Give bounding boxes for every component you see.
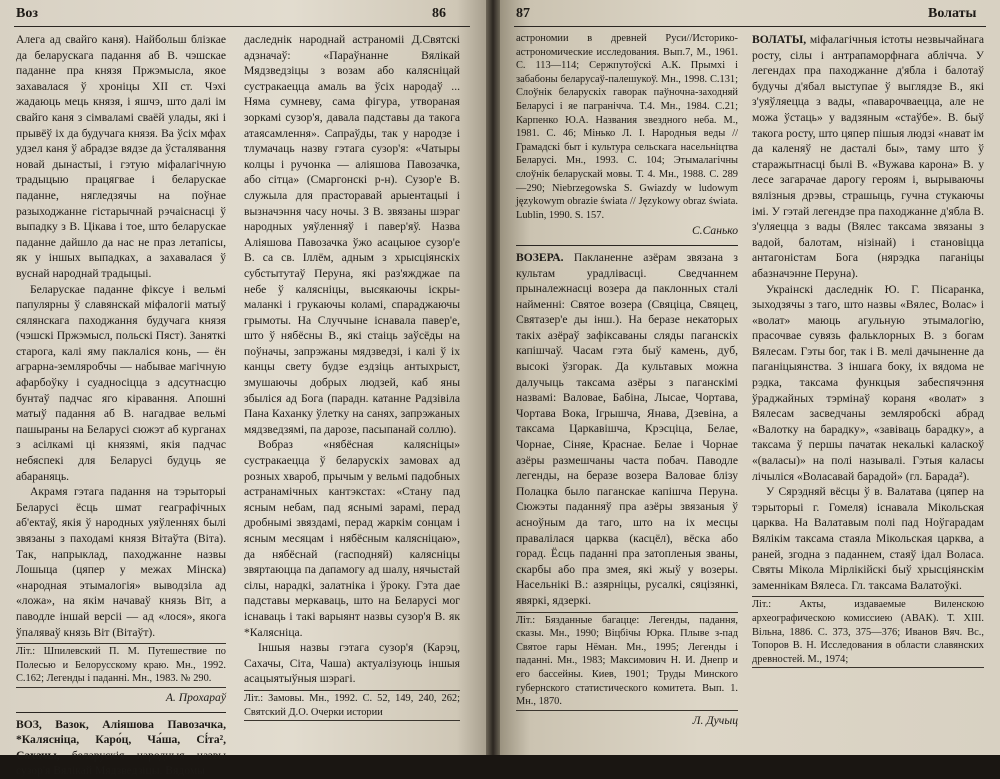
running-head-left: Воз (16, 6, 38, 21)
entry-heading: ВОЗ, Вазок, Аліяшова Павозачка, *Калясніца, Каро́ц, Ча́ша, Сі́та², Сахачы, (16, 717, 226, 762)
author-signature: С.Санько (691, 224, 738, 238)
right-page (500, 0, 1000, 755)
left-column-1 (16, 32, 226, 779)
left-column-2 (244, 32, 460, 723)
left-page (0, 0, 486, 778)
author-signature: Л. Дучыц (692, 713, 738, 727)
page-number-right: 87 (516, 6, 530, 21)
paragraph: Алега ад свайго каня). Найбольш блізкае да беларускага падання аб В. чэшскае паданне пра князя Пржэмысла, якое захавалася ў хроніцы XII ст. Чэхі жадаюць мець князя, і яшчэ, што далі ім свайго каня з сімваламі сваёй улады, які і прывёў іх да будучага князя. Ва ўсіх мфах удзел каня ў абрадзе вядзе да ўсталявання новай дынастыі, і гэтую міфалагічную традыцыю працягвае і беларускае паданне, нягледзячы на поўнае разыходжанне гістарычнай рэчаіснасці ў выпадку з В. Цікава і тое, што беларускае паданне дайшло да нас не праз летапісы, як у іншых выпадках, а захавалася ў вуснай народнай традыцыі. (16, 33, 226, 280)
literature-block: Літ.: Бязданные багацце: Легенды, падання, сказы. Мн., 1990; Віцбічы Юрка. Плыве з-пад Святое гары Нёман. Мн., 1995; Легенды і паданні. Мн., 1983; Максимович Н. И. Днепр и его бассейны. Киев, 1901; Труды Минского губернского статистического комитета. Вып. 1. Мн., 1870. (516, 612, 738, 711)
entry-divider (16, 712, 226, 713)
paragraph: У Сярэдняй вёсцы ў в. Валатава (цяпер на тэрыторыі г. Гомеля) існавала Мікольская царква. На Валатавым полі пад Ноўгарадам Вялікім таксама стаяла Мікольская царква, а раней, згодна з паданнем, стаяў ідал Воласа. Святы Мікола Мірлікійскі быў хрысціянскім заменнікам Вялеса. Гл. таксама Валатоўкі. (752, 485, 984, 592)
author-signature: А. Прохараў (165, 690, 226, 704)
literature-block: Літ.: Замовы. Мн., 1992. С. 52, 149, 240, 262; Святский Д.О. Очерки истории (244, 690, 460, 721)
literature-continuation: астрономии в древней Руси//Историко-астрономические исследования. Вып.7, М., 1961. С. 113—114; Сержпутоўскі А.К. Прымхі і забабоны беларусаў-палешукоў. Мн., 1998. С.131; Слоўнік беларускіх гаворак паўночна-заходняй Беларусі і яе пагранічча. Т.4. Мн., 1984. С.21; Карпенко Ю.А. Названия звездного неба. М., 1981. С. 46; Мінько Л. І. Народныя веды // Грамадскі быт і культура сельскага насельніцтва Беларусі. Мн., 1993. С. 104; Этымалагічны слоўнік беларускай мовы. Т. 4. Мн., 1988. С. 289—290; Niebrzegowska S. Gwiazdy w ludowym językowym obrazie świata // Językowy obraz świata. Lublin, 1990. S. 157. (516, 33, 738, 221)
header-rule (514, 26, 986, 27)
entry-heading: ВОЗЕРА. (516, 250, 564, 264)
paragraph: Акрамя гэтага падання на тэрыторыі Беларусі ёсць шмат геаграфічных аб'ектаў, якія ў народных уяўленнях былі звязаны з паходамі князя Вітаўта (Віта). Так, напрыклад, паходжанне назвы Лошыца (цяпер у межах Мінска) «народная этымалогія» выводзіла ад «ложа», на якім начаваў князь Віт, а паводле іншай версіі — ад «лося», якога ўпаляваў князь Віт (Вітаўт). (16, 485, 226, 639)
paragraph: Беларускае паданне фіксуе і вельмі папулярны ў славянскай міфалогіі матыў сялянскага паходжання будучага князя (чэшскі Пржэмысл, польскі Пяст). Заняткі старога, калі яму паклаліся конь, — ён аграрна-земляробчы — набывае магічную афарбоўку і суадносіцца з адсутнасцю бунтаў падчас яго кіравання. Апошні матыў падання аб В. нагадвае вельмі пашыраны на Беларусі сюжэт аб курганах з асілкамі ці князямі, якія падчас небяспекі для Беларусі будуць яе абараняць. (16, 282, 226, 483)
paragraph: Украінскі даследнік Ю. Г. Пісаранка, зыходзячы з таго, што назвы «Вялес, Волас» і «волат» маюць агульную этымалогію, прасочвае сувязь фальклорных В. з богам Вялесам. Гэты бог, так і В. мелі дачыненне да паганіцыянства. З іншага боку, іх вядома не рэдка, таксама функцыя забеспячэння ўраджайных тэрмінаў кораня «волат» з Вялесам засведчаны земляробскі абрад «Валотку на барадку», «завіваць барадку», а таксама ў першы пачатак некалькі каласкоў «(валасы)» на полі называлі. Гэтыя каласы лічыліся «Воласавай барадой» (гл. Барада²). (752, 282, 984, 483)
paragraph: Іншыя назвы гэтага сузор'я (Карэц, Сахачы, Сіта, Чаша) актуалізуюць іншыя асацыятыўныя шэрагі. (244, 641, 460, 686)
entry-text: міфалагічныя істоты незвычайнага росту, сілы і антрапаморфнага аблічча. У легендах пра паходжанне д'ябла і балотаў будучы д'ябал выступае ў выглядзе В., які з'уяўляецца з вады, «паварочваецца, але не можа ўстаць» у вадзяным «стаўбе». В. быў такога росту, што цяпер пішыя людзі «нават ім да каленяў не дасталі бы», таму што ў старажытнасці былі В. «Вужава карона» В. у лесе загарачае дарогу героям і, вырываючы вялізныя дрэвы, страшыць, гучна стукаючы імі. У гэтай легендзе пра паходжанне д'ябла В. з'уляецца з вады (Вялес таксама звязаны з вадой, балотам, нізінай) і становіцца антагоністам Бога (нярэдка паганіцы абазначэнне Перуна). (752, 33, 984, 280)
entry-text: беларускія народныя назвы сузор'я Вялікай Мядзведзіцы. Вядомы (16, 748, 226, 778)
right-column-1 (516, 32, 738, 732)
entry (516, 250, 738, 609)
running-head-right: Волаты (928, 6, 977, 21)
paragraph: даследнік народнай астраноміі Д.Святскі адзначаў: «Параўнанне Вялікай Мядзведзіцы з возам або калясніцай сустракаецца амаль ва ўсіх народаў ... Няма сумневу, сама фігура, утвораная зоркамі сузор'я, давала падставы да такога атаясамлення». Сапраўды, так у народзе і тлумачаць назву гэтага сузор'я: «Чатыры колцы і ручонка — аліяшова Павозачка, або сітца» (Смаргонскі р-н). Сузор'е В. служыла для прасторавай арыентацыі і вызначэння часу ночы. З В. звязаны шэраг народных уяўленняў і павер'яў. Назва Аліяшова Павозачка ўжо асацыюе сузор'е В. са св. Іллём, адным з хрысціянскіх субстытутаў Перуна, які раз'яжджае па небе ў калясніцы, высякаючы іскры-маланкі і грукаючы коламі, спараджаючы грымоты. На Случчыне існавала павер'е, што ў нябёсны В., які стаіць заўсёды на поўначы, запрэжаны мядзведзі, і калі ў іх канцы свету будзе ездзіць антыхрыст, змушаючы добрых людзей, каб яны збыліся ад Бога (парадн. катанне Радзівіла Пана Каханку ўлетку на санях, запрэжаных мядзведзямі, па дарозе, пасыпанай соллю). (244, 33, 460, 436)
book-gutter (486, 0, 500, 755)
entry (16, 717, 226, 779)
entry-text: Пакланенне азёрам звязана з культам урадлівасці. Сведчаннем прыналежнасці возера да паклонных сталі найменні: Святое возера (Свяціца, Свяцец, Святазер'е ды інш.). На беразе некаторых такіх азёраў зафіксаваны сляды паганскіх капішчаў. Часам гэта быў камень, дуб, высокі ўзгорак. Да культавых можна далучыць таксама азёры з паганскімі назвамі: Валовае, Бабіна, Лысае, Чортава, Чортава Вока, Ігрышча, Янава, Дзевіна, а таксама Царкавішча, Крэсціца, Белае, Чорнае, Сіняе, Краснае. Белае і Чорнае азёры размешчаны часта побач. Паводле легенды, на беразе возера Валовае блізу Полацка было паганскае капішча Перуна. Сюжэты паданняў пра азёры звязаныя ў асноўным да таго, што на іх месцы правалілася царква (касцёл), вёска або горад. Ёсць паданні пра затопленыя званы, скарбы або пра змея, які жыў у возеры. Насельнікі В.: азярніцы, русалкі, сяцізянкі, явяркі, ядзеркі. (516, 250, 738, 607)
header-rule (14, 26, 470, 27)
right-column-2 (752, 32, 984, 670)
entry-heading: ВОЛАТЫ, (752, 33, 807, 46)
literature-block: Літ.: Шпилевский П. М. Путешествие по Полесью и Белорусскому краю. Мн., 1992. С.162; Легенды і паданні. Мн., 1983. № 290. (16, 643, 226, 688)
paragraph: Вобраз «нябёсная калясніцы» сустракаецца ў беларускіх замовах ад розных хвароб, прычым у вельмі падобных астранамічных кантэкстах: «Стану пад ясным небам, пад яснымі зарамі, перад дробнымі звяздамі, перад жаркім сонцам і ясным месяцам і нябёсным калясніцаю», да нябёснай (гасподняй) калясніцы звяртаюцца па дапамогу ад шалу, нячыстай сілы, нарадкі, залатніка і ўроку. Гэта дае падставы меркаваць, што на Беларусі мог існаваць і такі варыянт назвы сузор'я В. як *Калясніца. (244, 438, 460, 639)
entry (752, 32, 984, 282)
literature-block: Літ.: Акты, издаваемые Виленскою археографическою комиссиею (АВАК). Т. XIII. Вільна, 1886. С. 373, 375—376; Иванов Вяч. Вс., Топоров В. Н. Исследования в области славянских древностей. М., 1974; (752, 596, 984, 668)
page-number-left: 86 (432, 6, 446, 21)
entry-divider (516, 245, 738, 246)
